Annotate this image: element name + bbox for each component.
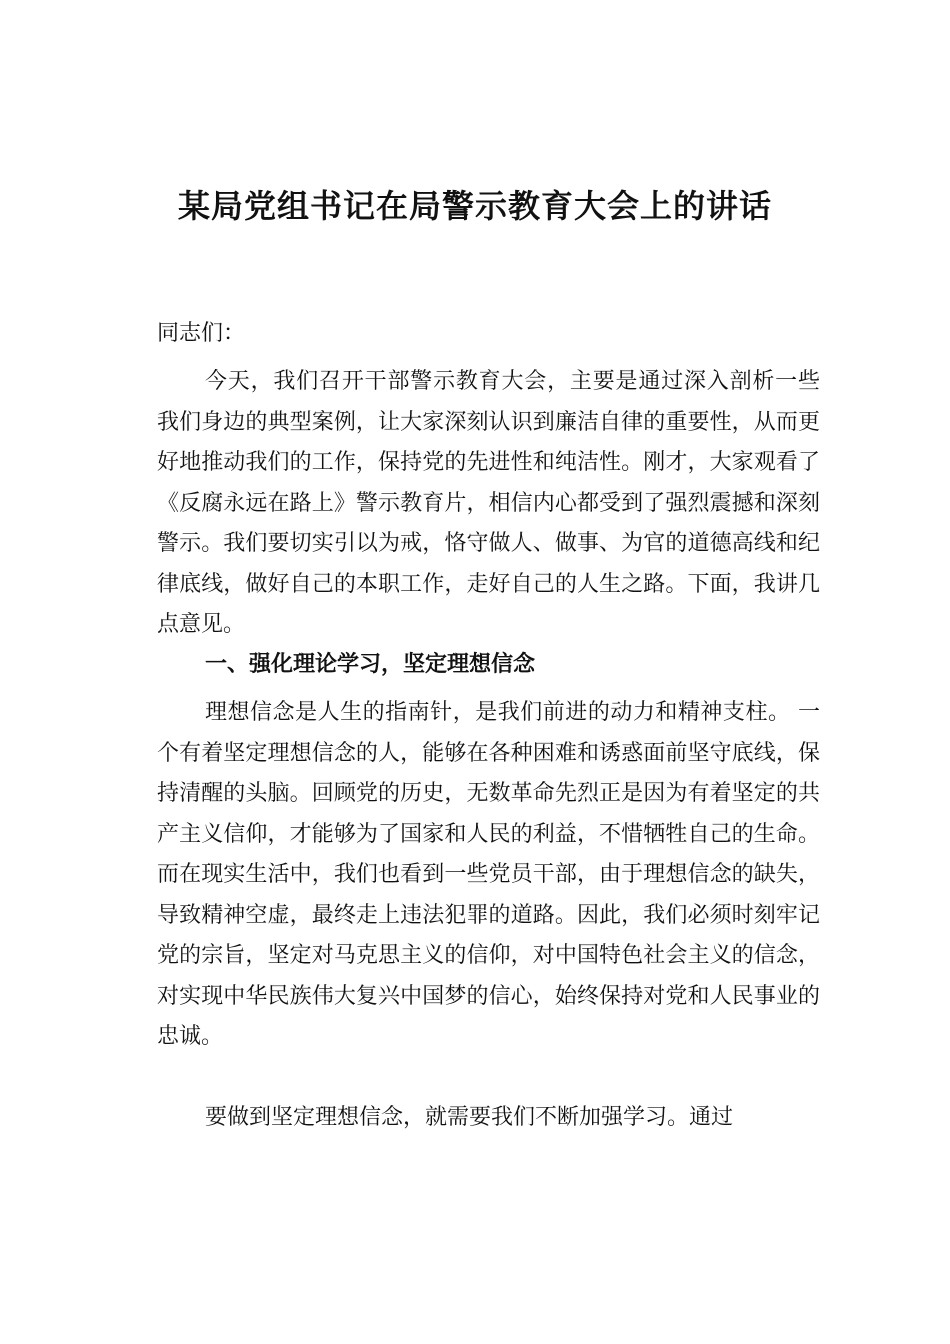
paragraph-study: 要做到坚定理想信念，就需要我们不断加强学习。通过 — [205, 1105, 734, 1130]
paragraph-ideals: 理想信念是人生的指南针，是我们前进的动力和精神支柱。 一个有着坚定理想信念的人，能够在各种困难和诱惑面前坚守底线，保持清醒的头脑。回顾党的历史，无数革命先烈正是因为有着坚定的共产主义信仰，才能够为了国家和人民的利益，不惜牺牲自己的生命。而在现实生活中，我们也看到一些党员干部，由于理想信念的缺失，导致精神空虚，最终走上违法犯罪的道路。因此，我们必须时刻牢记党的宗旨，坚定对马克思主义的信仰，对中国特色社会主义的信念，对实现中华民族伟大复兴中国梦的信心，始终保持对党和人民事业的忠诚。 — [157, 700, 820, 1049]
section-heading-1: 一、强化理论学习，坚定理想信念 — [205, 652, 536, 677]
paragraph-intro: 今天，我们召开干部警示教育大会，主要是通过深入剖析一些我们身边的典型案例，让大家深刻认识到廉洁自律的重要性，从而更好地推动我们的工作，保持党的先进性和纯洁性。刚才，大家观看了《反腐永远在路上》警示教育片，相信内心都受到了强烈震撼和深刻警示。我们要切实引以为戒，恪守做人、做事、为官的道德高线和纪律底线，做好自己的本职工作，走好自己的人生之路。下面，我讲几点意见。 — [157, 369, 820, 637]
salutation: 同志们： — [157, 321, 246, 346]
document-title: 某局党组书记在局警示教育大会上的讲话 — [177, 187, 772, 225]
